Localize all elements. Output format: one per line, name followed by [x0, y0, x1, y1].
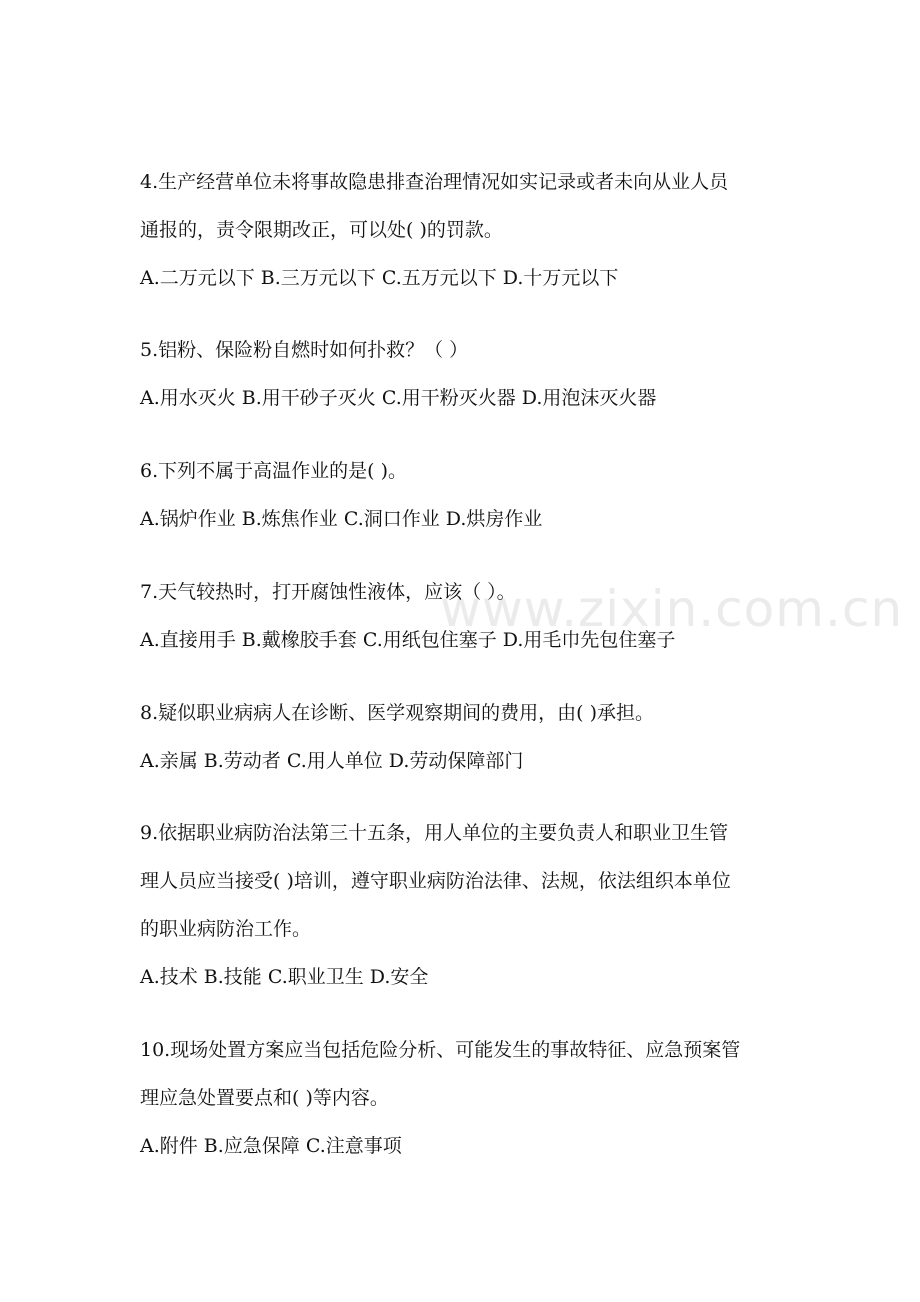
- question-4-stem-line-2: 通报的，责令限期改正，可以处( )的罚款。: [140, 219, 503, 241]
- question-6-stem-line-1: 6.下列不属于高温作业的是( )。: [140, 460, 407, 482]
- question-10-stem-line-2: 理应急处置要点和( )等内容。: [140, 1087, 389, 1109]
- question-7-stem-line-1: 7.天气较热时，打开腐蚀性液体，应该（ ）。: [140, 581, 516, 603]
- question-6-options: A.锅炉作业 B.炼焦作业 C.洞口作业 D.烘房作业: [140, 508, 543, 530]
- question-9-stem-line-2: 理人员应当接受( )培训，遵守职业病防治法律、法规，依法组织本单位: [140, 870, 731, 892]
- question-9-options: A.技术 B.技能 C.职业卫生 D.安全: [140, 966, 429, 988]
- question-9-stem-line-1: 9.依据职业病防治法第三十五条，用人单位的主要负责人和职业卫生管: [140, 822, 729, 844]
- question-10-options: A.附件 B.应急保障 C.注意事项: [140, 1135, 402, 1157]
- question-4-stem-line-1: 4.生产经营单位未将事故隐患排查治理情况如实记录或者未向从业人员: [140, 171, 729, 193]
- watermark: www.zixin.com.cn: [440, 580, 904, 638]
- question-5-options: A.用水灭火 B.用干砂子灭火 C.用干粉灭火器 D.用泡沫灭火器: [140, 387, 657, 409]
- question-9-stem-line-3: 的职业病防治工作。: [140, 918, 312, 940]
- question-7-options: A.直接用手 B.戴橡胶手套 C.用纸包住塞子 D.用毛巾先包住塞子: [140, 629, 676, 651]
- question-5-stem-line-1: 5.铝粉、保险粉自燃时如何扑救？（ ）: [140, 339, 469, 361]
- question-4-options: A.二万元以下 B.三万元以下 C.五万元以下 D.十万元以下: [140, 267, 619, 289]
- question-8-options: A.亲属 B.劳动者 C.用人单位 D.劳动保障部门: [140, 750, 524, 772]
- question-8-stem-line-1: 8.疑似职业病病人在诊断、医学观察期间的费用，由( )承担。: [140, 702, 654, 724]
- question-10-stem-line-1: 10.现场处置方案应当包括危险分析、可能发生的事故特征、应急预案管: [140, 1039, 741, 1061]
